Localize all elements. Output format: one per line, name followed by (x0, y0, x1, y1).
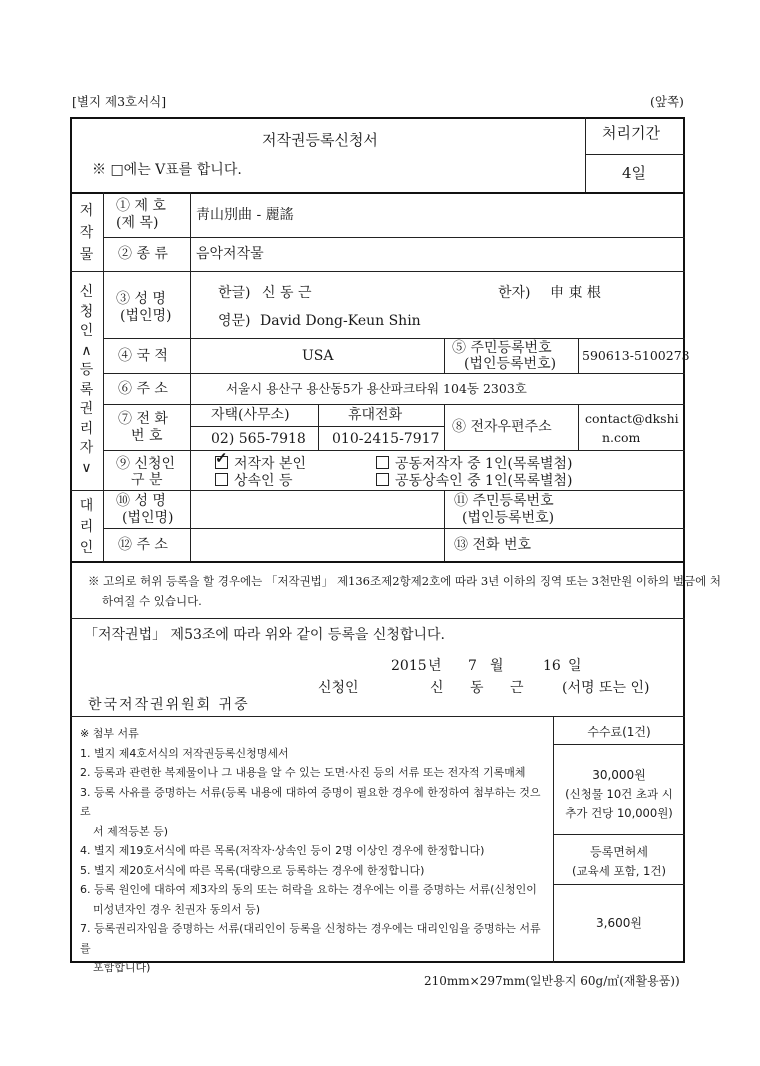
attachment-item: 미성년자인 경우 친권자 동의서 등) (93, 902, 261, 916)
page-side: (앞쪽) (650, 94, 684, 109)
resident-id-sublabel: (법인등록번호) (464, 356, 557, 372)
tax-note: (교육세 포함, 1건) (572, 864, 666, 878)
attachment-item: 2. 등록과 관련한 복제물이나 그 내용을 알 수 있는 도면·사진 등의 서류 또는 전자적 기록매체 (80, 766, 526, 779)
agent-id-label: ⑪ 주민등록번호 (454, 493, 554, 509)
checkbox-checked-icon (215, 456, 228, 469)
warning-line-1: ※ 고의로 허위 등록을 할 경우에는 「저작권법」 제136조제2항제2호에 따라 3년 이하의 징역 또는 3천만원 이하의 벌금에 처 (88, 574, 721, 588)
fee-note-2: 추가 건당 10,000원) (565, 806, 673, 820)
check-note: ※ □에는 V표를 합니다. (92, 162, 242, 178)
type-field-label: ② 종 류 (118, 246, 168, 262)
applicant-group-label: 신 청 인 ∧ 등 록 권 리 자 ∨ (79, 284, 94, 476)
date-day-unit: 일 (568, 658, 582, 674)
name-english-label: 영문) (218, 313, 251, 329)
option-heir[interactable]: 상속인 등 (215, 473, 293, 488)
attachment-item: 5. 별지 제20호서식에 따른 목록(대량으로 등록하는 경우에 한정합니다) (80, 863, 425, 877)
name-field-label: ③ 성 명 (116, 291, 166, 307)
mobile-value: 010-2415-7917 (332, 431, 440, 447)
email-value-line2: n.com (602, 430, 641, 445)
processing-period-value: 4일 (622, 164, 647, 182)
date-month: 7 (468, 658, 477, 674)
phone-field-label: ⑦ 전 화 (118, 411, 168, 427)
agent-phone-label: ⑬ 전화 번호 (454, 537, 531, 553)
agent-address-label: ⑫ 주 소 (118, 537, 168, 553)
date-year-unit: 년 (428, 658, 442, 674)
category-sublabel: 구 분 (131, 472, 163, 488)
recipient: 한국저작권위원회 귀중 (88, 697, 250, 713)
attachment-item: 포함합니다) (93, 961, 151, 974)
phone-field-sublabel: 번 호 (131, 428, 163, 444)
fee-amount: 30,000원 (592, 768, 646, 782)
agent-id-sublabel: (법인등록번호) (462, 510, 555, 526)
paper-spec: 210mm×297mm(일반용지 60g/㎡(재활용품)) (424, 974, 680, 988)
option-author-self[interactable]: ✓저작자 본인 (215, 456, 306, 471)
date-day: 16 (543, 658, 561, 674)
nationality-label: ④ 국 적 (118, 348, 168, 364)
fee-label: 수수료(1건) (587, 725, 651, 739)
applicant-sign-name: 신 동 근 (430, 680, 524, 696)
form-title: 저작권등록신청서 (262, 131, 378, 149)
date-year: 2015 (391, 658, 427, 674)
email-value-line1: contact@dkshi (585, 411, 679, 426)
agent-name-sublabel: (법인명) (122, 510, 174, 526)
name-field-sublabel: (법인명) (120, 308, 172, 324)
date-month-unit: 월 (490, 658, 504, 674)
resident-id-label: ⑤ 주민등록번호 (452, 340, 552, 356)
checkbox-empty-icon (376, 473, 389, 486)
attachment-item: 1. 별지 제4호서식의 저작권등록신청명세서 (80, 746, 289, 760)
attachment-item: 4. 별지 제19호서식에 따른 목록(저작자·상속인 등이 2명 이상인 경우에 한정합니다) (80, 844, 485, 857)
form-number: [별지 제3호서식] (72, 94, 167, 109)
name-korean-label: 한글) (218, 285, 251, 301)
address-value: 서울시 용산구 용산동5가 용산파크타워 104동 2303호 (226, 381, 527, 396)
email-label: ⑧ 전자우편주소 (452, 419, 552, 435)
home-phone-value: 02) 565-7918 (211, 431, 306, 447)
name-hanja-value: 申 東 根 (550, 285, 601, 301)
attachment-heading: ※ 첨부 서류 (80, 727, 139, 740)
processing-period-label: 처리기간 (602, 124, 660, 142)
warning-line-2: 하여질 수 있습니다. (102, 594, 202, 608)
name-korean-value: 신 동 근 (262, 285, 312, 301)
attachment-item: 서 제적등본 등) (93, 824, 169, 838)
title-field-label: ① 제 호 (116, 198, 166, 214)
agent-group-label: 대 리 인 (79, 498, 94, 556)
work-title-value: 靑山別曲 - 麗謠 (196, 207, 294, 223)
attachment-item: 3. 등록 사유를 증명하는 서류(등록 내용에 대하여 증명이 필요한 경우에 한정하여 첨부하는 것으로 (80, 785, 541, 818)
resident-id-value: 590613-5100273 (582, 348, 690, 363)
attachment-list (80, 724, 550, 978)
checkbox-empty-icon (376, 456, 389, 469)
checkbox-empty-icon (215, 473, 228, 486)
title-field-sublabel: (제 목) (116, 215, 159, 231)
nationality-value: USA (302, 348, 334, 364)
signature-placeholder: (서명 또는 인) (562, 680, 650, 696)
tax-amount: 3,600원 (596, 916, 642, 930)
work-group-label: 저 작 물 (79, 203, 94, 263)
home-phone-label: 자택(사무소) (211, 407, 290, 423)
fee-note-1: (신청물 10건 초과 시 (565, 787, 673, 801)
applicant-sign-label: 신청인 (318, 680, 359, 696)
declaration-statement: 「저작권법」 제53조에 따라 위와 같이 등록을 신청합니다. (84, 627, 445, 643)
option-co-author[interactable]: 공동저작자 중 1인(목록별첨) (376, 456, 573, 471)
name-english-value: David Dong-Keun Shin (260, 313, 421, 329)
attachment-item: 7. 등록권리자임을 증명하는 서류(대리인이 등록을 신청하는 경우에는 대리인임을 증명하는 서류를 (80, 922, 541, 955)
agent-name-label: ⑩ 성 명 (116, 493, 166, 509)
mobile-label: 휴대전화 (348, 407, 403, 423)
tax-label: 등록면허세 (590, 845, 648, 859)
address-label: ⑥ 주 소 (118, 381, 168, 397)
attachment-item: 6. 등록 원인에 대하여 제3자의 동의 또는 허락을 요하는 경우에는 이를 증명하는 서류(신청인이 (80, 883, 537, 896)
category-label: ⑨ 신청인 (116, 456, 176, 472)
name-hanja-label: 한자) (498, 285, 531, 301)
option-co-heir[interactable]: 공동상속인 중 1인(목록별첨) (376, 473, 573, 488)
work-type-value: 음악저작물 (196, 246, 264, 262)
